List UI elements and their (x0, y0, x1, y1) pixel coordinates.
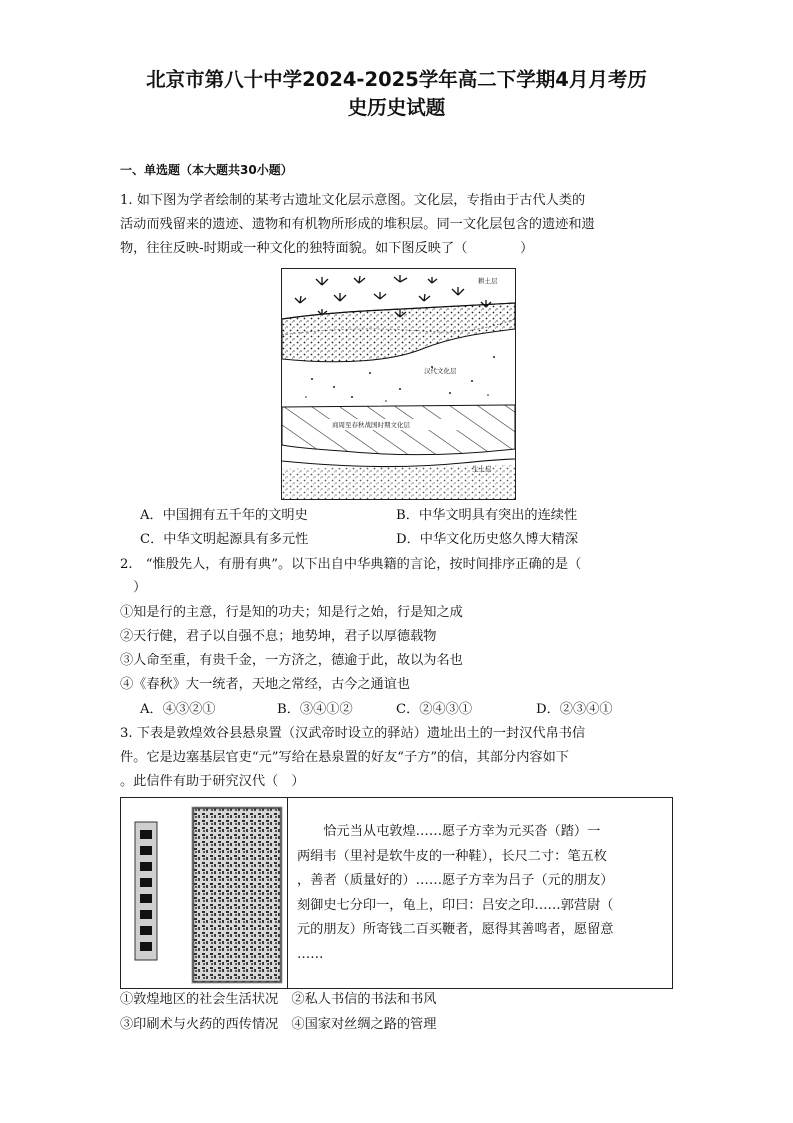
q3-item-row-1: ①敦煌地区的社会生活状况 ②私人书信的书法和书风 (120, 992, 437, 1007)
q2-item-1: ①知是行的主意，行是知的功夫；知是行之始，行是知之成 (120, 605, 463, 620)
label-raw-soil: 生土层 (472, 465, 492, 473)
q2-item-3: ③人命至重，有贵千金，一方济之，德逾于此，故以为名也 (120, 653, 463, 668)
label-topsoil: 耕土层 (478, 277, 498, 285)
label-han-layer: 汉代文化层 (424, 367, 457, 375)
q3-item-row-2: ③印刷术与火药的西传情况 ④国家对丝绸之路的管理 (120, 1017, 437, 1032)
letter-text (297, 820, 667, 967)
title-line-2: 史历史试题 (347, 96, 446, 119)
q2-option-c[interactable]: C．②④③① (396, 702, 473, 717)
section-heading: 一、单选题（本大题共30小题） (120, 163, 293, 177)
letter-line: 两绢韦（里衬是软牛皮的一种鞋），长尺二寸：笔五枚 (297, 848, 607, 864)
label-shang-zhou-layer: 商周至春秋战国时期文化层 (332, 421, 410, 429)
letter-line: 刻御史七分印一，龟上，印曰：吕安之印……郭营尉（ (297, 897, 614, 913)
q1-line-1: 1. 如下图为学者绘制的某考古遗址文化层示意图。文化层，专指由于古代人类的 (120, 193, 586, 208)
q2-item-4: ④《春秋》大一统者，天地之常经，古今之通谊也 (120, 677, 411, 692)
q2-option-a[interactable]: A．④③②① (140, 702, 216, 717)
letter-line: ，善者（质量好的）……愿子方幸为吕子（元的朋友） (297, 873, 614, 888)
q2-line-2: ） (120, 580, 147, 595)
title-line-1: 北京市第八十中学2024-2025学年高二下学期4月月考历 (146, 68, 647, 91)
q2-item-2: ②天行健，君子以自强不息；地势坤，君子以厚德载物 (120, 629, 437, 644)
stratigraphy-figure (281, 268, 516, 500)
q2-option-d[interactable]: D．②③④① (536, 702, 613, 717)
silk-letter-photo (121, 798, 288, 988)
letter-line: 恰元当从屯敦煌……愿子方幸为元买沓（踏）一 (297, 824, 601, 839)
q1-option-d[interactable]: D．中华文化历史悠久博大精深 (396, 532, 579, 547)
letter-line: …… (297, 946, 324, 962)
letter-line: 元的朋友）所寄钱二百买鞭者，愿得其善鸣者，愿留意 (297, 922, 614, 937)
q2-line-1: 2. “惟殷先人，有册有典”。以下出自中华典籍的言论，按时间排序正确的是（ (120, 557, 582, 572)
q1-option-b[interactable]: B．中华文明具有突出的连续性 (396, 508, 578, 523)
q3-line-1: 3. 下表是敦煌效谷县悬泉置（汉武帝时设立的驿站）遗址出土的一封汉代帛书信 (120, 726, 586, 741)
q1-line-3: 物，往往反映-时期或一种文化的独特面貌。如下图反映了（ ） (120, 241, 534, 256)
page-title (120, 66, 673, 122)
q3-line-3: 。此信件有助于研究汉代（ ） (120, 774, 305, 789)
q1-line-2: 活动而残留来的遗迹、遗物和有机物所形成的堆积层。同一文化层包含的遗迹和遗 (120, 217, 595, 232)
q3-line-2: 件。它是边塞基层官吏“元”写给在悬泉置的好友“子方”的信，其部分内容如下 (120, 750, 569, 765)
letter-table (120, 797, 673, 989)
q2-option-b[interactable]: B．③④①② (277, 702, 353, 717)
q1-option-c[interactable]: C．中华文明起源具有多元性 (140, 532, 309, 547)
q1-option-a[interactable]: A．中国拥有五千年的文明史 (140, 508, 308, 523)
